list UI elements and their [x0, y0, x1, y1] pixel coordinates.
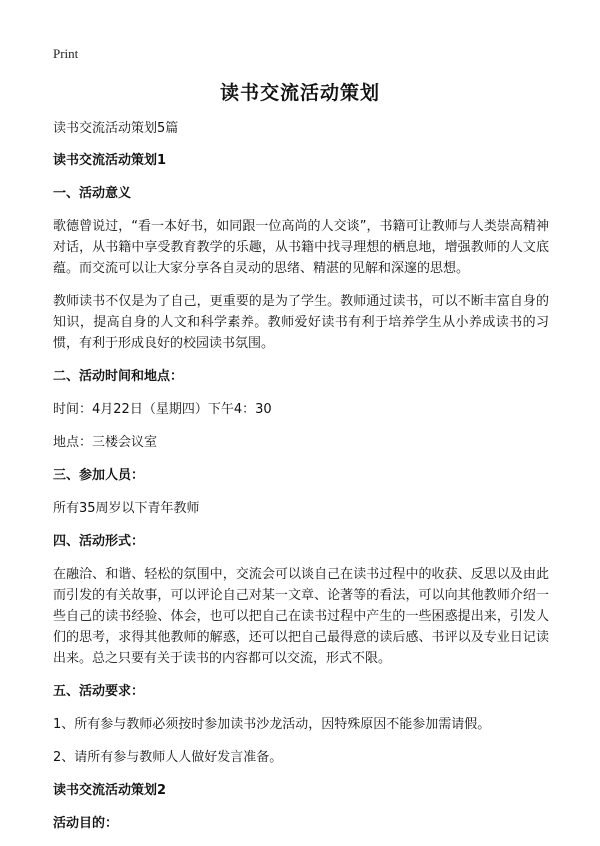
- section5-heading: 五、活动要求：: [53, 684, 145, 699]
- part2-section1-heading: 活动目的：: [53, 816, 119, 831]
- activity-time: 时间：4月22日（星期四）下午4：30: [53, 402, 272, 417]
- section1-paragraph2: 教师读书不仅是为了自己，更重要的是为了学生。教师通过读书，可以不断丰富自身的知识，提高自身的人文和科学素养。教师爱好读书有利于培养学生从小养成读书的习惯，有利于形成良好的校园读书氛围。: [53, 294, 549, 351]
- document-subtitle: 读书交流活动策划5篇: [53, 121, 179, 136]
- section2-heading: 二、活动时间和地点：: [53, 369, 184, 384]
- activity-place: 地点：三楼会议室: [53, 435, 158, 450]
- section1-paragraph1: 歌德曾说过，“看一本好书，如同跟一位高尚的人交谈”，书籍可让教师与人类崇高精神对话，从书籍中享受教育教学的乐趣，从书籍中找寻理想的栖息地，增强教师的人文底蕴。而交流可以让大家分享各自灵动的思绪、精湛的见解和深邃的思想。: [53, 219, 549, 276]
- section4-heading: 四、活动形式：: [53, 534, 145, 549]
- part2-heading: 读书交流活动策划2: [53, 783, 167, 798]
- print-label: Print: [53, 46, 79, 61]
- section1-heading: 一、活动意义: [53, 186, 132, 201]
- participants-text: 所有35周岁以下青年教师: [53, 501, 200, 516]
- requirement-item-1: 1、所有参与教师必须按时参加读书沙龙活动，因特殊原因不能参加需请假。: [53, 717, 491, 732]
- activity-form-paragraph: 在融洽、和谐、轻松的氛围中，交流会可以谈自己在读书过程中的收获、反思以及由此而引发的有关故事，可以评论自己对某一文章、论著等的看法，可以向其他教师介绍一些自己的读书经验、体会，也可以把自己在读书过程中产生的一些困惑提出来，引发人们的思考，求得其他教师的解惑，还可以把自己最得意的读后感、书评以及专业日记读出来。总之只要有关于读书的内容都可以交流，形式不限。: [53, 567, 549, 666]
- page-title: 读书交流活动策划: [219, 82, 380, 104]
- requirement-item-2: 2、请所有参与教师人人做好发言准备。: [53, 750, 283, 765]
- document-body: [53, 118, 549, 846]
- section3-heading: 三、参加人员：: [53, 468, 145, 483]
- part1-heading: 读书交流活动策划1: [53, 153, 167, 168]
